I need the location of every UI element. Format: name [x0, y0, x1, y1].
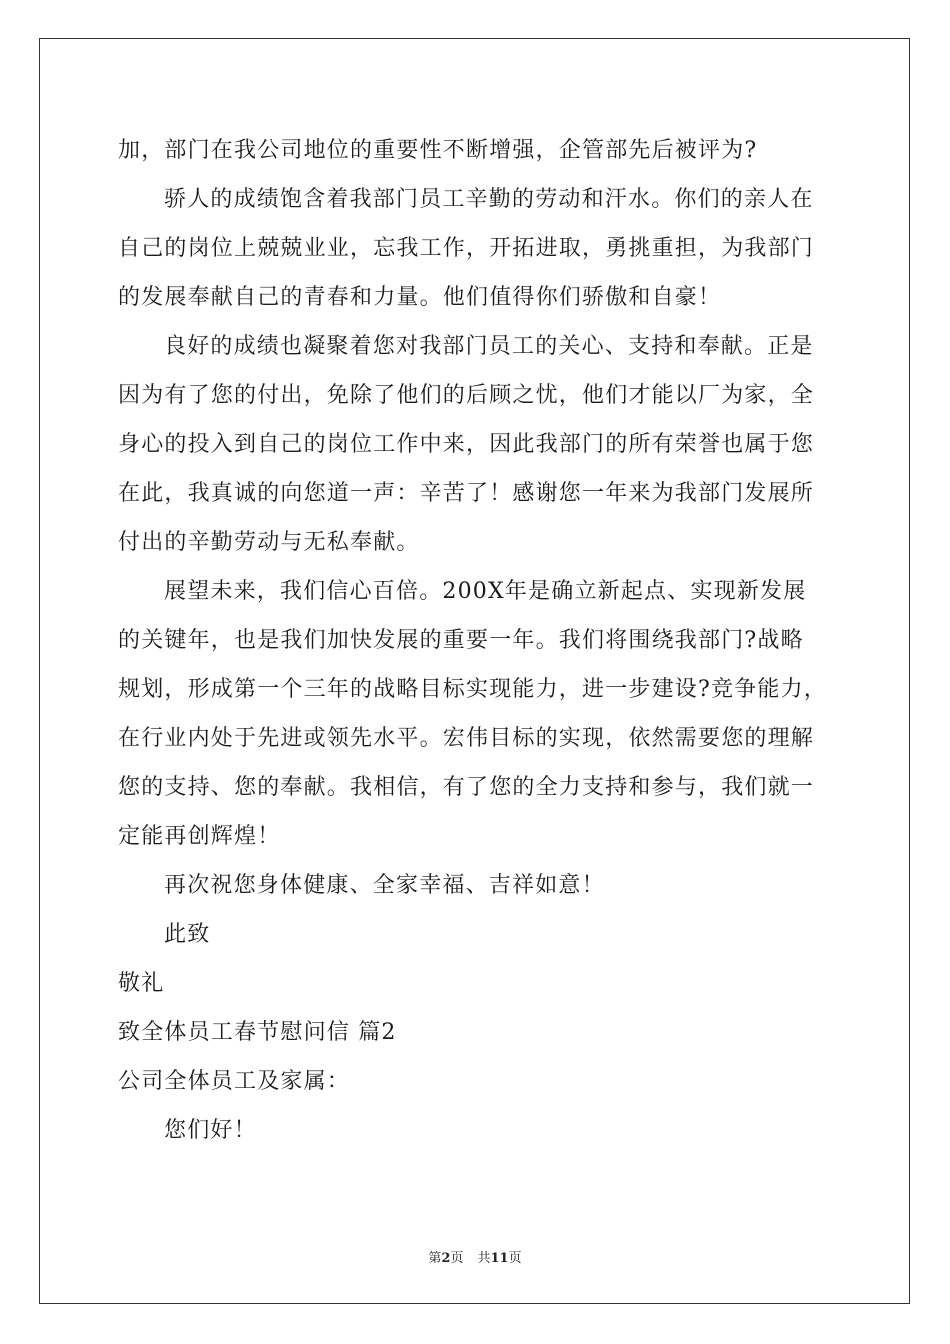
- total-pages: 11: [490, 1251, 509, 1266]
- page-prefix: 第: [428, 1251, 442, 1266]
- text-line-16: 再次祝您身体健康、全家幸福、吉祥如意！: [164, 873, 605, 898]
- text-line-2: 骄人的成绩饱含着我部门员工辛勤的劳动和汗水。你们的亲人在: [164, 187, 814, 212]
- addressee: 公司全体员工及家属：: [118, 1069, 351, 1094]
- page-number: 2: [441, 1251, 451, 1266]
- text-line-11: 的关键年，也是我们加快发展的重要一年。我们将围绕我部门?战略: [118, 628, 804, 653]
- text-line-4: 的发展奉献自己的青春和力量。他们值得你们骄傲和自豪！: [118, 285, 722, 310]
- text-line-3: 自己的岗位上兢兢业业，忘我工作，开拓进取，勇挑重担，为我部门: [118, 236, 815, 261]
- page-suffix: 页: [450, 1251, 464, 1266]
- document-body: [118, 126, 838, 1155]
- text-line-15: 定能再创辉煌！: [118, 824, 281, 849]
- text-line-8: 在此，我真诚的向您道一声：辛苦了！感谢您一年来为我部门发展所: [118, 481, 815, 506]
- text-line-9: 付出的辛勤劳动与无私奉献。: [118, 530, 420, 555]
- text-line-6: 因为有了您的付出，免除了他们的后顾之忧，他们才能以厂为家，全: [118, 383, 815, 408]
- text-line-14: 您的支持、您的奉献。我相信，有了您的全力支持和参与，我们就一: [118, 775, 815, 800]
- text-line-12: 规划，形成第一个三年的战略目标实现能力，进一步建设?竞争能力，: [118, 677, 827, 702]
- salutation-regards: 敬礼: [118, 971, 165, 996]
- text-line-13: 在行业内处于先进或领先水平。宏伟目标的实现，依然需要您的理解: [118, 726, 815, 751]
- total-suffix: 页: [508, 1251, 522, 1266]
- page-footer: [0, 1247, 950, 1266]
- text-line-1: 加，部门在我公司地位的重要性不断增强，企管部先后被评为?: [118, 138, 758, 163]
- total-prefix: 共: [477, 1251, 491, 1266]
- salutation-closing: 此致: [164, 922, 211, 947]
- text-line-5: 良好的成绩也凝聚着您对我部门员工的关心、支持和奉献。正是: [164, 334, 814, 359]
- section-title: 致全体员工春节慰问信 篇2: [118, 1020, 397, 1045]
- greeting: 您们好！: [164, 1118, 257, 1143]
- text-line-10: 展望未来，我们信心百倍。200X年是确立新起点、实现新发展: [164, 579, 807, 604]
- text-line-7: 身心的投入到自己的岗位工作中来，因此我部门的所有荣誉也属于您: [118, 432, 815, 457]
